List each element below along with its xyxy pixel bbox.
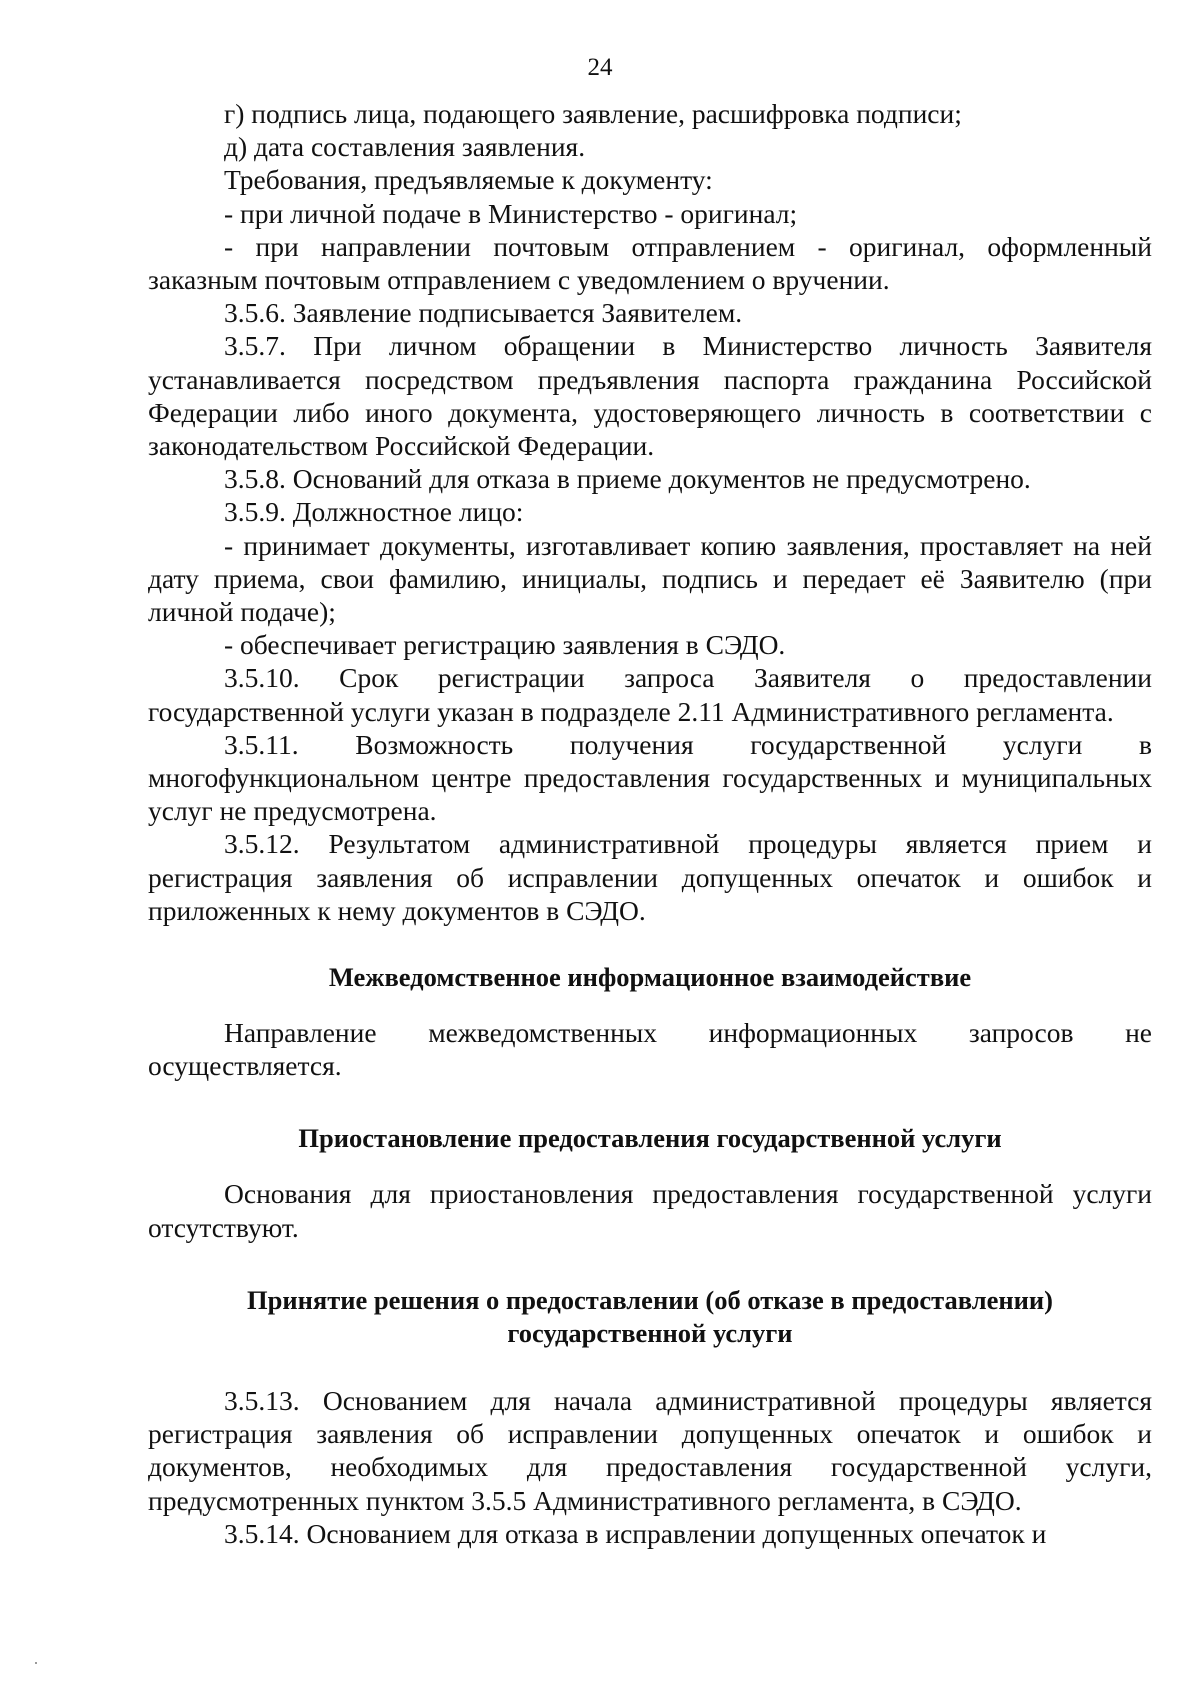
paragraph-3-5-11: 3.5.11. Возможность получения государственной услуги в многофункциональном центре предоставления государственных и муниципальных услуг не предусмотрена. xyxy=(148,728,1152,827)
paragraph-interagency-requests: Направление межведомственных информационных запросов не осуществляется. xyxy=(148,1017,1152,1082)
paragraph-3-5-9: 3.5.9. Должностное лицо: xyxy=(224,496,524,528)
paragraph-3-5-10: 3.5.10. Срок регистрации запроса Заявителя о предоставлении государственной услуги указан в подразделе 2.11 Административного регламента. xyxy=(148,662,1152,727)
paragraph-signature-item: г) подпись лица, подающего заявление, расшифровка подписи; xyxy=(224,98,962,129)
heading-decision-line-2: государственной услуги xyxy=(507,1317,793,1348)
paragraph-3-5-8: 3.5.8. Оснований для отказа в приеме документов не предусмотрено. xyxy=(224,463,1031,495)
paragraph-3-5-14: 3.5.14. Основанием для отказа в исправлении допущенных опечаток и xyxy=(224,1517,1047,1549)
spacer xyxy=(148,1155,1152,1177)
heading-decision-line-1: Принятие решения о предоставлении (об отказе в предоставлении) xyxy=(247,1284,1053,1315)
spacer xyxy=(148,1244,1152,1284)
paragraph-3-5-7: 3.5.7. При личном обращении в Министерство личность Заявителя устанавливается посредством предъявления паспорта гражданина Российской Федерации либо иного документа, удостоверяющего личность в соответствии с законодательством Российской Федерации. xyxy=(148,330,1152,462)
paragraph-date-item: д) дата составления заявления. xyxy=(224,131,586,163)
paragraph-3-5-13: 3.5.13. Основанием для начала административной процедуры является регистрация заявления об исправлении допущенных опечаток и ошибок и документов, необходимых для предоставления государственной услуги, предусмотренных пунктом 3.5.5 Административного регламента, в СЭДО. xyxy=(148,1384,1152,1516)
heading-suspension: Приостановление предоставления государственной услуги xyxy=(298,1123,1002,1154)
paragraph-3-5-12: 3.5.12. Результатом административной процедуры является прием и регистрация заявления об исправлении допущенных опечаток и ошибок и приложенных к нему документов в СЭДО. xyxy=(148,828,1152,926)
paragraph-official-accepts: - принимает документы, изготавливает копию заявления, проставляет на ней дату приема, свои фамилию, инициалы, подпись и передает её Заявителю (при личной подаче); xyxy=(148,529,1152,628)
paragraph-3-5-6: 3.5.6. Заявление подписывается Заявителем. xyxy=(224,297,743,329)
page-number: 24 xyxy=(587,54,613,81)
paragraph-personal-submission: - при личной подаче в Министерство - оригинал; xyxy=(224,197,798,229)
spacer xyxy=(148,994,1152,1016)
paragraph-official-registers: - обеспечивает регистрацию заявления в СЭДО. xyxy=(224,629,786,661)
paragraph-suspension-grounds: Основания для приостановления предоставления государственной услуги отсутствуют. xyxy=(148,1178,1152,1243)
spacer xyxy=(148,1082,1152,1122)
scan-speck xyxy=(35,1662,37,1664)
spacer xyxy=(148,927,1152,961)
document-body xyxy=(148,97,1152,1550)
paragraph-postal-submission: - при направлении почтовым отправлением - оригинал, оформленный заказным почтовым отправлением с уведомлением о вручении. xyxy=(148,230,1152,296)
heading-interagency: Межведомственное информационное взаимодействие xyxy=(328,962,972,993)
spacer xyxy=(148,1350,1152,1384)
paragraph-requirements-intro: Требования, предъявляемые к документу: xyxy=(224,164,713,196)
